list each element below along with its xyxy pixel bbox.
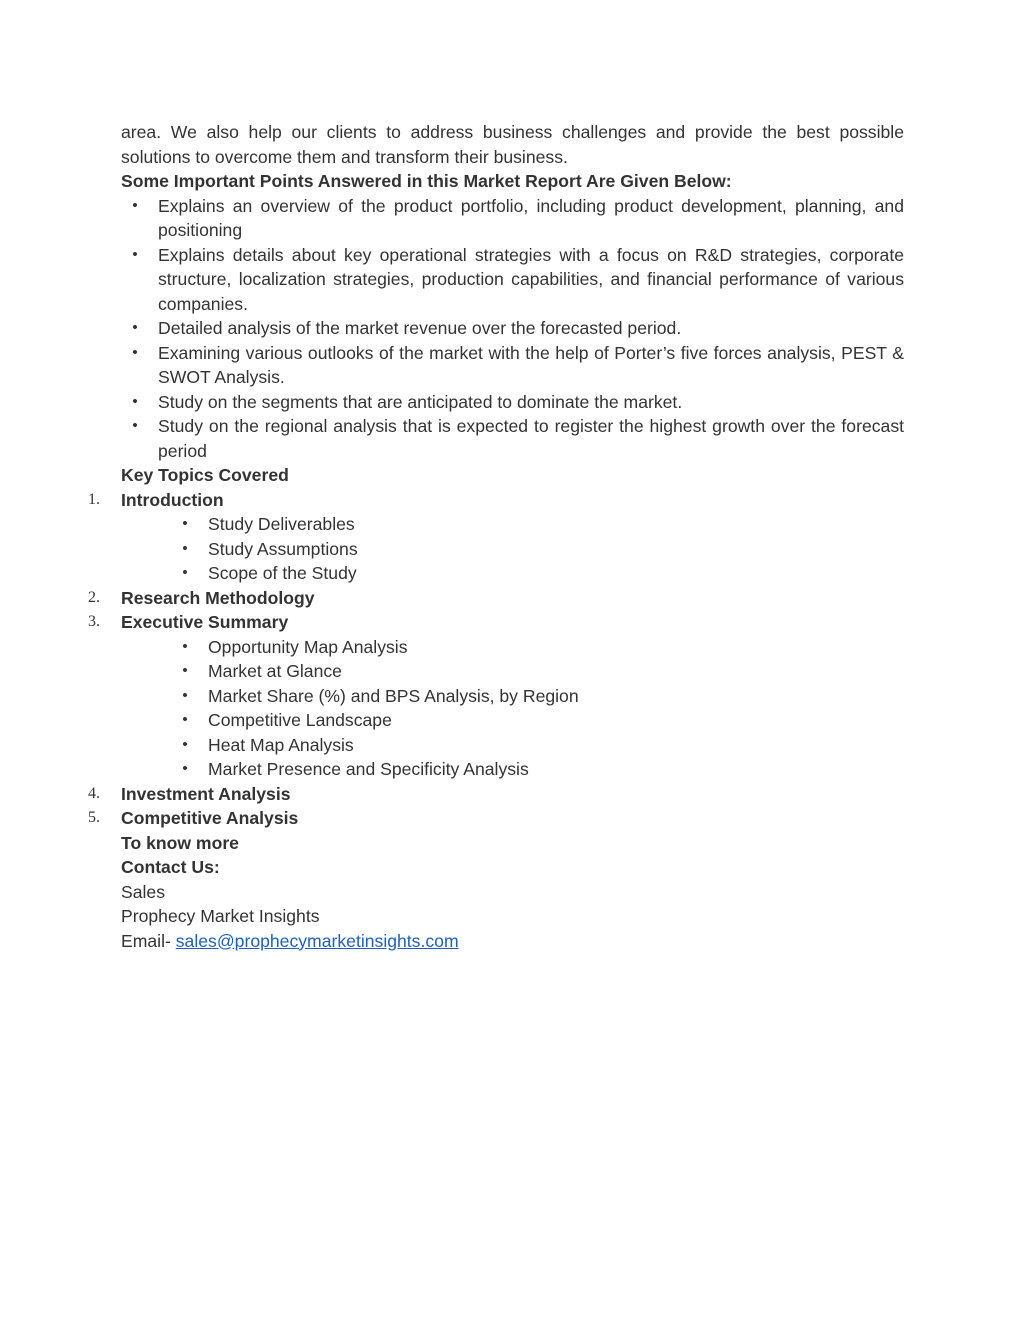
bullet-icon: • <box>182 637 188 655</box>
topic-title: Executive Summary <box>121 612 289 632</box>
list-item: • Heat Map Analysis <box>208 733 904 758</box>
bullet-icon: • <box>132 319 138 336</box>
list-item: • Study Assumptions <box>208 537 904 562</box>
bullet-icon: • <box>132 245 138 263</box>
list-item: • Market Presence and Specificity Analysis <box>208 757 904 782</box>
email-label: Email- <box>121 930 176 951</box>
intro-paragraph: area. We also help our clients to address business challenges and provide the best possible solutions to overcome them and transform their business. <box>121 122 904 167</box>
bullet-icon: • <box>132 417 138 434</box>
bullet-icon: • <box>182 515 188 532</box>
bullet-icon: • <box>182 686 188 704</box>
bullet-icon: • <box>132 343 138 361</box>
list-item: • Study Deliverables <box>208 512 904 537</box>
bullet-icon: • <box>182 735 188 753</box>
topic-title: Competitive Analysis <box>121 808 299 828</box>
bullet-icon: • <box>182 662 188 679</box>
list-item: • Market at Glance <box>208 659 904 684</box>
list-item: • Explains details about key operational strategies with a focus on R&D strategies, corporate structure, localization strategies, production capabilities, and financial performance of various companies. <box>158 243 904 317</box>
list-item: • Scope of the Study <box>208 561 904 586</box>
contact-sales: Sales <box>121 881 166 902</box>
list-item: • Market Share (%) and BPS Analysis, by Region <box>208 684 904 709</box>
list-item: • Study on the segments that are anticipated to dominate the market. <box>158 390 904 415</box>
topic-number: 2. <box>88 588 100 606</box>
bullet-icon: • <box>182 760 188 777</box>
topic-item <box>88 610 904 782</box>
topic-number: 3. <box>88 613 100 630</box>
bullet-icon: • <box>132 196 138 214</box>
bullet-icon: • <box>182 539 188 557</box>
topic-title: Research Methodology <box>121 587 315 608</box>
list-item: • Examining various outlooks of the market with the help of Porter’s five forces analysis, PEST & SWOT Analysis. <box>158 341 904 390</box>
contact-heading: Contact Us: <box>121 857 220 877</box>
topic-item <box>88 488 904 586</box>
topic-item <box>88 806 904 831</box>
list-item: • Opportunity Map Analysis <box>208 635 904 660</box>
subtopic-list <box>121 635 904 782</box>
list-item: • Explains an overview of the product portfolio, including product development, planning, and positioning <box>158 194 904 243</box>
topic-title: Introduction <box>121 489 224 510</box>
bullet-icon: • <box>132 392 138 410</box>
bullet-icon: • <box>182 564 188 581</box>
list-item: • Competitive Landscape <box>208 708 904 733</box>
list-item: • Study on the regional analysis that is expected to register the highest growth over the forecast period <box>158 414 904 463</box>
contact-email-line <box>121 929 904 954</box>
list-item: • Detailed analysis of the market revenue over the forecasted period. <box>158 316 904 341</box>
topics-heading: Key Topics Covered <box>121 465 289 485</box>
contact-company: Prophecy Market Insights <box>121 906 320 926</box>
topic-number: 1. <box>88 490 100 508</box>
bullet-icon: • <box>182 711 188 728</box>
topic-number: 5. <box>88 809 100 826</box>
points-list <box>121 194 904 464</box>
subtopic-list <box>121 512 904 586</box>
topic-title: Investment Analysis <box>121 783 291 804</box>
points-heading: Some Important Points Answered in this Market Report Are Given Below: <box>121 171 732 191</box>
topics-list <box>88 488 904 831</box>
topic-item <box>88 586 904 611</box>
know-more-heading: To know more <box>121 832 239 853</box>
topic-number: 4. <box>88 784 100 802</box>
document-body <box>88 120 904 953</box>
topic-item <box>88 782 904 807</box>
email-link[interactable]: sales@prophecymarketinsights.com <box>175 930 459 951</box>
